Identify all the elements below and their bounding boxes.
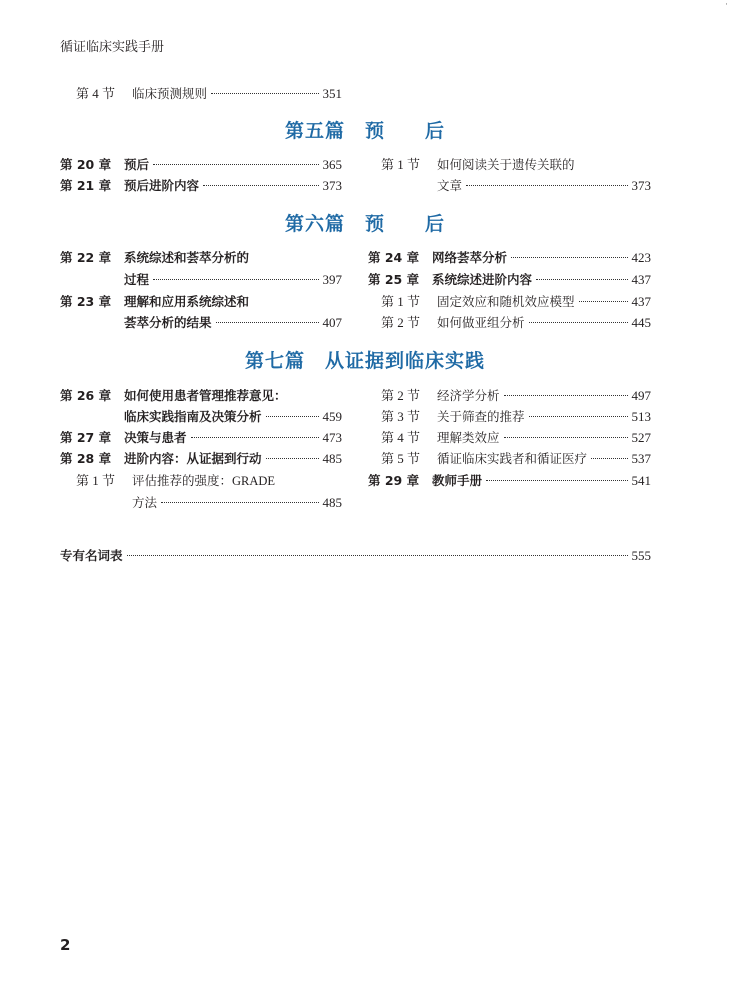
dot-leader bbox=[216, 322, 319, 323]
entry-title: 预后 bbox=[124, 157, 150, 172]
dot-leader bbox=[466, 185, 627, 186]
entry-label: 第 3 节 bbox=[381, 409, 421, 424]
entry-page: 485 bbox=[322, 495, 342, 510]
entry-title: 理解类效应 bbox=[437, 431, 500, 445]
toc-entry[interactable] bbox=[124, 312, 342, 333]
entry-page: 537 bbox=[631, 451, 651, 466]
entry-title: 教师手册 bbox=[432, 473, 483, 488]
entry-title: 过程 bbox=[124, 272, 150, 287]
dot-leader bbox=[153, 279, 318, 280]
entry-title: 循证临床实践者和循证医疗 bbox=[437, 452, 588, 466]
entry-title: 进阶内容：从证据到行动 bbox=[124, 451, 262, 466]
part-heading: 第六篇 预 后 bbox=[284, 213, 445, 235]
dot-leader bbox=[153, 164, 318, 165]
entry-title: 决策与患者 bbox=[124, 430, 187, 445]
toc-entry[interactable] bbox=[368, 247, 651, 268]
entry-page: 437 bbox=[631, 294, 651, 309]
entry-label: 第 20 章 bbox=[60, 157, 112, 172]
toc-entry[interactable] bbox=[60, 175, 342, 196]
entry-title: 评估推荐的强度：GRADE bbox=[132, 474, 276, 488]
dot-leader bbox=[529, 322, 628, 323]
toc-entry[interactable] bbox=[60, 154, 342, 175]
entry-page: 445 bbox=[631, 315, 651, 330]
entry-label: 第 21 章 bbox=[60, 178, 112, 193]
toc-entry[interactable] bbox=[381, 427, 651, 448]
entry-page: 373 bbox=[631, 178, 651, 193]
toc-entry[interactable] bbox=[381, 291, 651, 312]
entry-title: 临床预测规则 bbox=[132, 87, 208, 101]
entry-page: 423 bbox=[631, 250, 651, 265]
entry-label: 第 29 章 bbox=[368, 473, 420, 488]
running-header: 循证临床实践手册 bbox=[60, 40, 165, 55]
entry-label: 第 27 章 bbox=[60, 430, 112, 445]
entry-label: 第 2 节 bbox=[381, 315, 421, 330]
toc-entry[interactable] bbox=[124, 406, 342, 427]
toc-entry[interactable] bbox=[60, 385, 342, 406]
toc-entry[interactable] bbox=[60, 545, 651, 566]
dot-leader bbox=[191, 437, 319, 438]
entry-label: 第 23 章 bbox=[60, 294, 112, 309]
entry-label: 第 5 节 bbox=[381, 451, 421, 466]
dot-leader bbox=[591, 458, 627, 459]
toc-entry[interactable] bbox=[381, 154, 651, 175]
toc-entry[interactable] bbox=[381, 312, 651, 333]
dot-leader bbox=[127, 555, 628, 556]
entry-label: 第 1 节 bbox=[381, 157, 421, 172]
toc-entry[interactable] bbox=[437, 175, 651, 196]
page-number: 2 bbox=[60, 936, 71, 954]
entry-title: 如何使用患者管理推荐意见： bbox=[124, 388, 287, 403]
dot-leader bbox=[266, 458, 319, 459]
toc-entry[interactable] bbox=[368, 269, 651, 290]
entry-title: 文章 bbox=[437, 179, 463, 193]
entry-title: 固定效应和随机效应模型 bbox=[437, 295, 575, 309]
entry-label: 第 2 节 bbox=[381, 388, 421, 403]
part-heading: 第七篇 从证据到临床实践 bbox=[244, 350, 485, 372]
toc-entry[interactable] bbox=[76, 83, 342, 104]
entry-title: 临床实践指南及决策分析 bbox=[124, 409, 262, 424]
entry-label: 第 24 章 bbox=[368, 250, 420, 265]
dot-leader bbox=[579, 301, 628, 302]
entry-title: 经济学分析 bbox=[437, 389, 500, 403]
entry-page: 497 bbox=[631, 388, 651, 403]
entry-label: 第 26 章 bbox=[60, 388, 112, 403]
entry-page: 407 bbox=[322, 315, 342, 330]
entry-title: 方法 bbox=[132, 496, 158, 510]
entry-label: 第 22 章 bbox=[60, 250, 112, 265]
toc-entry[interactable] bbox=[60, 427, 342, 448]
toc-entry[interactable] bbox=[368, 470, 651, 491]
entry-page: 351 bbox=[322, 86, 342, 101]
dot-leader bbox=[203, 185, 318, 186]
entry-page: 365 bbox=[322, 157, 342, 172]
entry-title: 系统综述和荟萃分析的 bbox=[124, 250, 250, 265]
dot-leader bbox=[161, 502, 318, 503]
toc-entry[interactable] bbox=[124, 269, 342, 290]
toc-entry[interactable] bbox=[381, 448, 651, 469]
entry-label: 第 1 节 bbox=[381, 294, 421, 309]
entry-page: 459 bbox=[322, 409, 342, 424]
dot-leader bbox=[504, 437, 628, 438]
entry-title: 系统综述进阶内容 bbox=[432, 272, 533, 287]
toc-entry[interactable] bbox=[60, 448, 342, 469]
entry-label: 第 25 章 bbox=[368, 272, 420, 287]
dot-leader bbox=[486, 480, 627, 481]
entry-label: 第 4 节 bbox=[381, 430, 421, 445]
toc-entry[interactable] bbox=[381, 406, 651, 427]
part-heading: 第五篇 预 后 bbox=[284, 120, 445, 142]
entry-title: 关于筛查的推荐 bbox=[437, 410, 525, 424]
entry-title: 网络荟萃分析 bbox=[432, 250, 508, 265]
dot-leader bbox=[504, 395, 628, 396]
entry-title: 荟萃分析的结果 bbox=[124, 315, 212, 330]
toc-entry[interactable] bbox=[76, 470, 342, 491]
entry-page: 541 bbox=[631, 473, 651, 488]
entry-title: 预后进阶内容 bbox=[124, 178, 200, 193]
entry-page: 373 bbox=[322, 178, 342, 193]
toc-entry[interactable] bbox=[60, 291, 342, 312]
dot-leader bbox=[511, 257, 627, 258]
entry-page: 513 bbox=[631, 409, 651, 424]
entry-title: 如何做亚组分析 bbox=[437, 316, 525, 330]
dot-leader bbox=[529, 416, 628, 417]
entry-title: 如何阅读关于遗传关联的 bbox=[437, 158, 575, 172]
entry-title: 专有名词表 bbox=[60, 548, 123, 563]
entry-page: 437 bbox=[631, 272, 651, 287]
dot-leader bbox=[266, 416, 319, 417]
toc-entry[interactable] bbox=[60, 247, 342, 268]
entry-label: 第 1 节 bbox=[76, 473, 116, 488]
dot-leader bbox=[536, 279, 627, 280]
dot-leader bbox=[211, 93, 318, 94]
entry-page: 473 bbox=[322, 430, 342, 445]
entry-page: 555 bbox=[631, 548, 651, 563]
toc-entry[interactable] bbox=[381, 385, 651, 406]
corner-mark: · bbox=[725, 0, 728, 10]
toc-entry[interactable] bbox=[132, 492, 342, 513]
entry-page: 397 bbox=[322, 272, 342, 287]
entry-title: 理解和应用系统综述和 bbox=[124, 294, 250, 309]
entry-page: 485 bbox=[322, 451, 342, 466]
entry-label: 第 4 节 bbox=[76, 86, 116, 101]
entry-label: 第 28 章 bbox=[60, 451, 112, 466]
entry-page: 527 bbox=[631, 430, 651, 445]
